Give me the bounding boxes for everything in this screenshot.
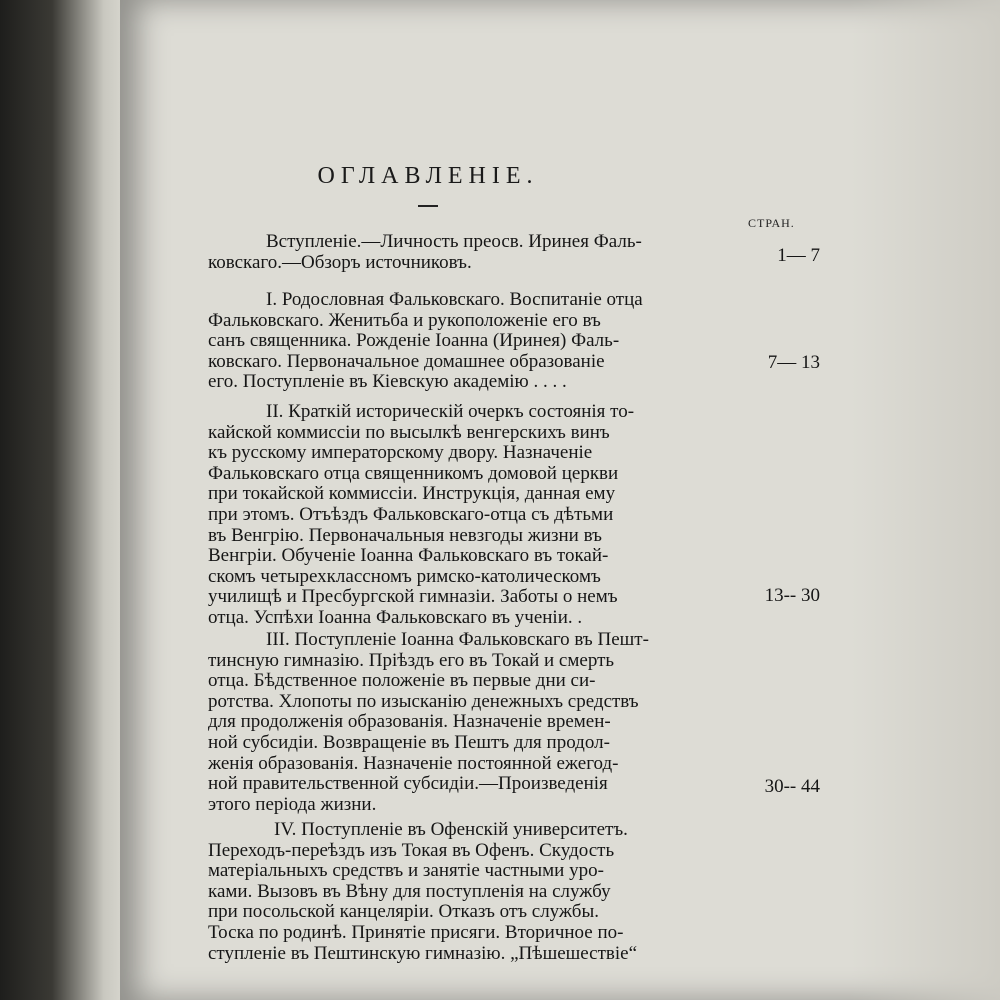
entry-line: училищѣ и Пресбургской гимназіи. Заботы о немъ [208, 586, 618, 608]
bleed-through-margin [850, 0, 1000, 1000]
toc-entry [208, 820, 720, 964]
entry-line: III. Поступленіе Іоанна Фальковскаго въ Пешт- [266, 629, 649, 650]
entry-line: ной субсидіи. Возвращеніе въ Пештъ для продол- [208, 731, 610, 753]
entry-line: скомъ четырехклассномъ римско-католическомъ [208, 565, 601, 587]
entry-line: Фальковскаго отца священникомъ домовой церкви [208, 462, 619, 484]
toc-entry [208, 630, 720, 815]
entry-line: при посольской канцеляріи. Отказъ отъ службы. [208, 901, 599, 923]
entry-line: ступленіе въ Пештинскую гимназію. „Пѣшешествіе“ [208, 942, 638, 964]
entry-line: женія образованія. Назначеніе постоянной ежегод- [208, 752, 619, 774]
entry-line: ковскаго.—Обзоръ источниковъ. [208, 251, 472, 273]
toc-entry [208, 402, 720, 629]
book-gutter [0, 0, 130, 1000]
page-title: ОГЛАВЛЕНІЕ. [317, 163, 539, 189]
entry-line: санъ священника. Рожденіе Іоанна (Иринея) Фаль- [208, 330, 620, 352]
page-range: 1— 7 [777, 245, 820, 266]
entry-line: при этомъ. Отъѣздъ Фальковскаго-отца съ дѣтьми [208, 503, 614, 525]
toc-entry [208, 290, 720, 393]
entry-line: II. Краткій историческій очеркъ состоянія то- [266, 401, 635, 422]
entry-line: кайской коммиссіи по высылкѣ венгерскихъ винъ [208, 421, 610, 443]
entry-line: отца. Успѣхи Іоанна Фальковскаго въ ученіи. . [208, 606, 583, 628]
entry-line: Вступленіе.—Личность преосв. Иринея Фаль- [266, 231, 642, 252]
entry-line: при токайской коммиссіи. Инструкція, данная ему [208, 483, 616, 505]
entry-line: къ русскому императорскому двору. Назначеніе [208, 442, 593, 464]
entry-line: Фальковскаго. Женитьба и рукоположеніе его въ [208, 309, 601, 331]
entry-line: въ Венгрію. Первоначальныя невзгоды жизни въ [208, 524, 602, 546]
pages-column-header: СТРАН. [748, 216, 795, 230]
entry-line: Венгріи. Обученіе Іоанна Фальковскаго въ токай- [208, 545, 609, 567]
entry-line: Тоска по родинѣ. Принятіе присяги. Вторичное по- [208, 921, 624, 943]
entry-line: матеріальныхъ средствъ и занятіе частными уро- [208, 860, 604, 882]
entry-line: для продолженія образованія. Назначеніе времен- [208, 711, 611, 733]
entry-line: ной правительственной субсидіи.—Произведенія [208, 773, 608, 795]
entry-line: ковскаго. Первоначальное домашнее образованіе [208, 350, 605, 372]
toc-entry [208, 232, 720, 273]
entry-line: тинсную гимназію. Пріѣздъ его въ Токай и смерть [208, 649, 615, 671]
entry-line: отца. Бѣдственное положеніе въ первые дни си- [208, 670, 596, 692]
entry-line: Переходъ-переѣздъ изъ Токая въ Офенъ. Скудость [208, 839, 615, 861]
title-dash [418, 205, 438, 207]
entry-line: этого періода жизни. [208, 793, 377, 815]
page-range: 30-- 44 [764, 776, 820, 797]
entry-line: I. Родословная Фальковскаго. Воспитаніе отца [266, 289, 643, 310]
page-range: 13-- 30 [764, 585, 820, 606]
entry-line: IV. Поступленіе въ Офенскій университетъ. [274, 819, 628, 840]
entry-line: ками. Вызовъ въ Вѣну для поступленія на службу [208, 880, 611, 902]
entry-line: его. Поступленіе въ Кіевскую академію . . . . [208, 371, 567, 393]
entry-line: ротства. Хлопоты по изысканію денежныхъ средствъ [208, 690, 639, 712]
page-range: 7— 13 [767, 352, 820, 373]
